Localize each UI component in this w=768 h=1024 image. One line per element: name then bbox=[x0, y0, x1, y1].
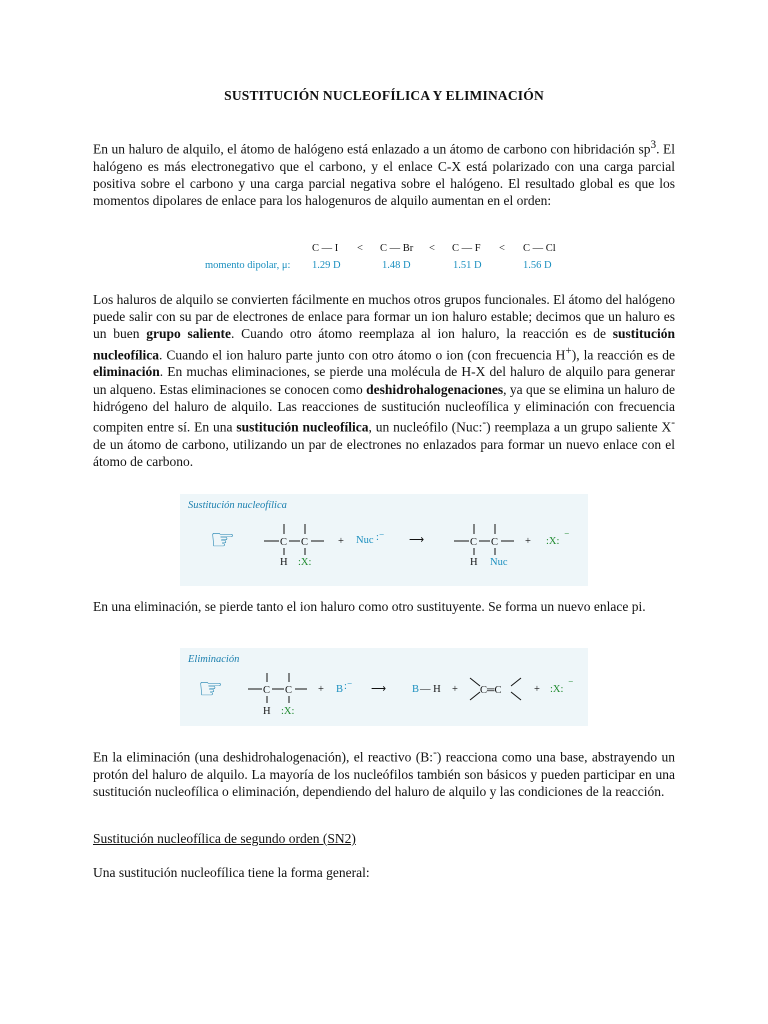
elimination-equation bbox=[180, 648, 588, 726]
carbon-2: C bbox=[301, 537, 309, 548]
carbon-1: C bbox=[470, 537, 478, 548]
plus-sign: + bbox=[534, 684, 540, 695]
hydrogen: H bbox=[263, 706, 271, 717]
plus-sign: + bbox=[452, 684, 458, 695]
bond-c-i: C — I bbox=[312, 243, 339, 254]
dipole-value: 1.29 D bbox=[312, 260, 341, 271]
base: B bbox=[336, 684, 344, 695]
halide-charge: ⁻ bbox=[564, 531, 570, 542]
hydrogen: H bbox=[470, 557, 478, 568]
halogen-x: :X: bbox=[298, 557, 312, 568]
less-than: < bbox=[499, 243, 505, 254]
less-than: < bbox=[357, 243, 363, 254]
plus-sign: + bbox=[318, 684, 324, 695]
nucleophile: Nuc bbox=[356, 535, 374, 546]
bond-c-f: C — F bbox=[452, 243, 481, 254]
halogen-x: :X: bbox=[281, 706, 295, 717]
pointing-hand-icon: ☞ bbox=[210, 525, 236, 556]
elimination-figure bbox=[180, 648, 588, 726]
dipole-value: 1.48 D bbox=[382, 260, 411, 271]
paragraph-intro: En un haluro de alquilo, el átomo de halógeno está enlazado a un átomo de carbono con hibridación $sp^3$. El halógeno es más electronegativo que el carbono, y el enlace C-X está polarizado con una carga parcial positiva sobre el carbono y una carga parcial negativa sobre el halógeno. El resultado global es que los momentos dipolares de enlace para los halogenuros de alquilo aumentan en el orden: bbox=[93, 139, 676, 209]
dipole-label: momento dipolar, μ: bbox=[205, 260, 291, 271]
carbon-2: C bbox=[285, 685, 293, 696]
substitution-figure bbox=[180, 494, 588, 586]
carbon-2: C bbox=[491, 537, 499, 548]
halide-ion: :X: bbox=[546, 536, 560, 547]
pointing-hand-icon: ☞ bbox=[198, 674, 224, 705]
paragraph-elimination: En una eliminación, se pierde tanto el ion haluro como otro sustituyente. Se forma un nuevo enlace pi. bbox=[93, 599, 646, 614]
carbon-1: C bbox=[263, 685, 271, 696]
nucleophile-charge: :⁻ bbox=[376, 532, 385, 543]
paragraph-base: En la eliminación (una deshidrohalogenación), el reactivo (B:-) reacciona como una base, abstrayendo un protón del haluro de alquilo. La mayoría de los nucleófilos también son básicos y pueden participar en una sustitución nucleofílica o eliminación, dependiendo del haluro de alquilo y las condiciones de la reacción. bbox=[93, 747, 675, 799]
plus-sign: + bbox=[525, 536, 531, 547]
figure-title: Eliminación bbox=[188, 654, 240, 665]
hydrogen: H bbox=[280, 557, 288, 568]
section-heading-sn2: Sustitución nucleofílica de segundo orden (SN2) bbox=[93, 831, 356, 846]
less-than: < bbox=[429, 243, 435, 254]
substitution-equation bbox=[180, 494, 588, 586]
figure-title: Sustitución nucleofílica bbox=[188, 500, 287, 511]
nucleophile-bonded: Nuc bbox=[490, 557, 508, 568]
reaction-arrow: ⟶ bbox=[409, 535, 425, 546]
bonded-hydrogen: — H bbox=[420, 684, 441, 695]
alkene: C═C bbox=[480, 685, 502, 696]
bond-c-br: C — Br bbox=[380, 243, 414, 254]
dipole-moment-table bbox=[205, 243, 565, 277]
bond-c-cl: C — Cl bbox=[523, 243, 556, 254]
base-charge: :⁻ bbox=[344, 681, 353, 692]
base-bonded: B bbox=[412, 684, 420, 695]
halide-ion: :X: bbox=[550, 684, 564, 695]
page-title: SUSTITUCIÓN NUCLEOFÍLICA Y ELIMINACIÓN bbox=[224, 88, 544, 103]
halide-charge: ⁻ bbox=[568, 679, 574, 690]
carbon-1: C bbox=[280, 537, 288, 548]
dipole-value: 1.51 D bbox=[453, 260, 482, 271]
paragraph-general-form: Una sustitución nucleofílica tiene la forma general: bbox=[93, 865, 370, 880]
paragraph-halides: Los haluros de alquilo se convierten fácilmente en muchos otros grupos funcionales. El átomo del halógeno puede salir con su par de electrones de enlace para formar un ion haluro estable; decimos que un haluro es un buen grupo saliente. Cuando otro átomo reemplaza al ion haluro, la reacción es de sustitución nucleofílica. Cuando el ion haluro parte junto con otro átomo o ion (con frecuencia H+), la reacción es de eliminación. En muchas eliminaciones, se pierde una molécula de H-X del haluro de alquilo para generar un alqueno. Estas eliminaciones se conocen como deshidrohalogenaciones, ya que se elimina un haluro de hidrógeno del haluro de alquilo. Las reacciones de sustitución nucleofílica y eliminación con frecuencia compiten entre sí. En una sustitución nucleofílica, un nucleófilo (Nuc:-) reemplaza a un grupo saliente X- de un átomo de carbono, utilizando un par de electrones no enlazados para formar un nuevo enlace con el átomo de carbono. bbox=[93, 292, 675, 469]
reaction-arrow: ⟶ bbox=[371, 684, 387, 695]
dipole-value: 1.56 D bbox=[523, 260, 552, 271]
plus-sign: + bbox=[338, 536, 344, 547]
